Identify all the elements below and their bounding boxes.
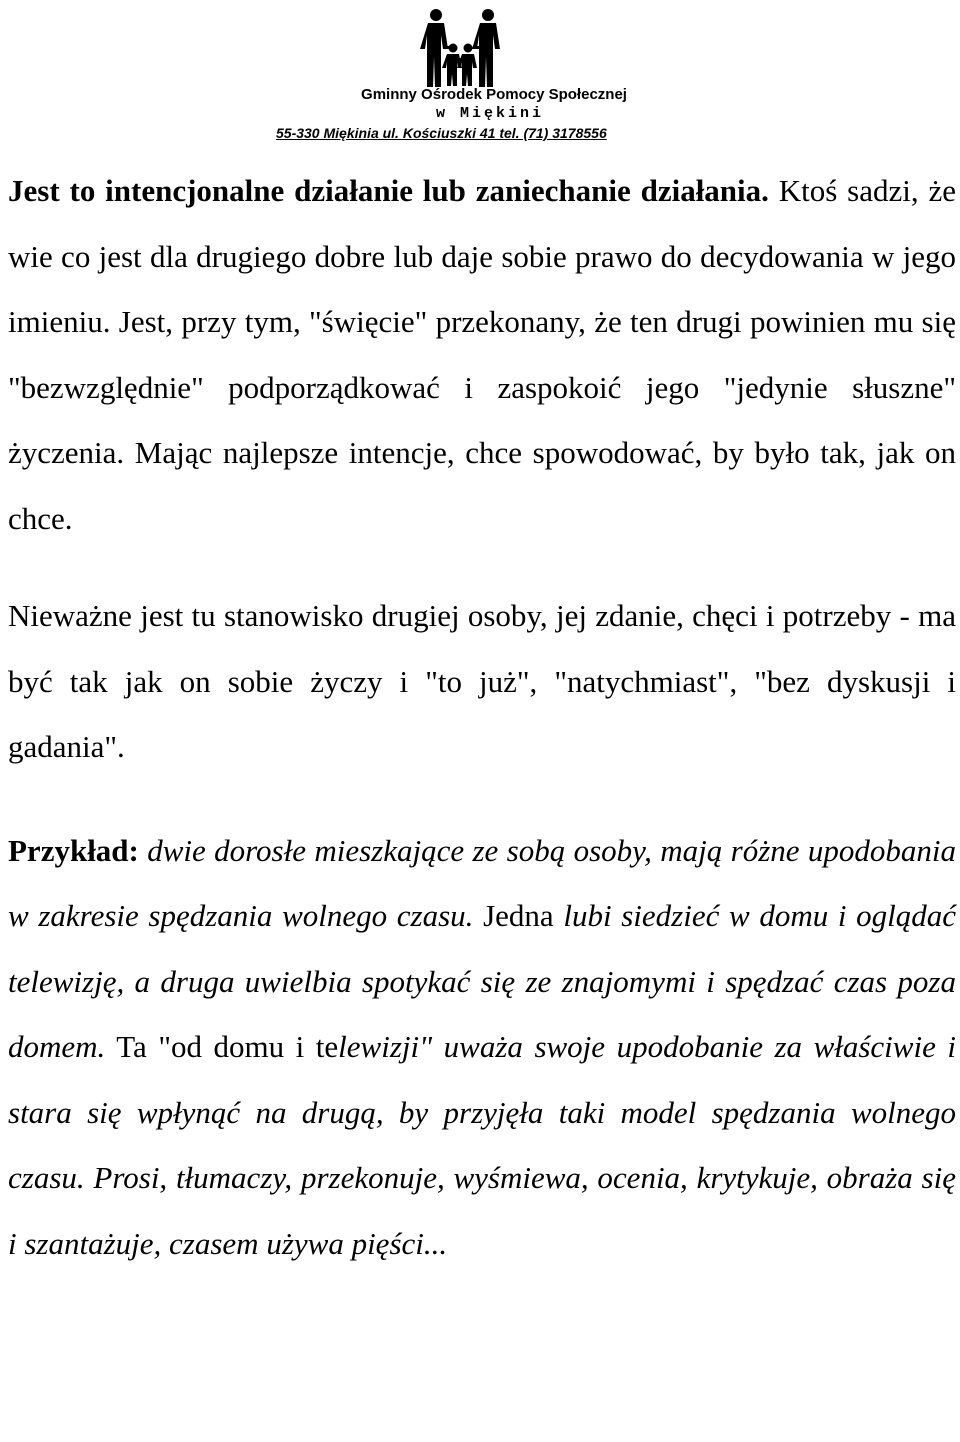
disregard-text: Nieważne jest tu stanowisko drugiej osoby, jej zdanie, chęci i potrzeby - ma być tak jak on sobie życzy i "to już", "natychmiast", "bez dyskusji i gadania". (8, 598, 956, 764)
document-body (8, 158, 956, 1276)
definition-lead: Jest to intencjonalne działanie lub zaniechanie działania. (8, 173, 769, 208)
example-text-1: dwie dorosłe mieszkające ze sobą osoby, mają różne upodobania w zakresie spędzania wolnego czasu. (8, 832, 956, 933)
organization-location: w Miękini (435, 105, 544, 122)
example-label: Przykład: (8, 832, 139, 868)
organization-address: 55-330 Miękinia ul. Kościuszki 41 tel. (71) 3178556 (276, 125, 607, 141)
paragraph-example (8, 818, 956, 1277)
definition-text: Ktoś sadzi, że wie co jest dla drugiego dobre lub daje sobie prawo do decydowania w jego imieniu. Jest, przy tym, "święcie" przekonany, że ten drugi powinien mu się "bezwzględnie" podporządkować i zaspokoić jego "jedynie słuszne" życzenia. Mając najlepsze intencje, chce spowodować, by było tak, jak on chce. (8, 173, 956, 536)
example-text-5: lewizji" uważa swoje upodobanie za właściwie i stara się wpłynąć na drugą, by przyjęła taki model spędzania wolnego czasu. Prosi, tłumaczy, przekonuje, wyśmiewa, ocenia, krytykuje, obraża się i szantażuje, czasem używa pięści... (8, 1029, 956, 1261)
family-icon (418, 6, 508, 88)
paragraph-disregard (8, 583, 956, 780)
example-text-4: Ta "od domu i te (105, 1029, 339, 1064)
example-text-3: lubi siedzieć w domu i oglądać telewizję, a druga uwielbia spotykać się ze znajomymi i spędzać czas poza domem. (8, 898, 957, 1064)
organization-name: Gminny Ośrodek Pomocy Społecznej (361, 86, 627, 103)
page-header (0, 0, 960, 150)
example-text-2: Jedna (473, 898, 554, 933)
paragraph-definition (8, 158, 956, 551)
